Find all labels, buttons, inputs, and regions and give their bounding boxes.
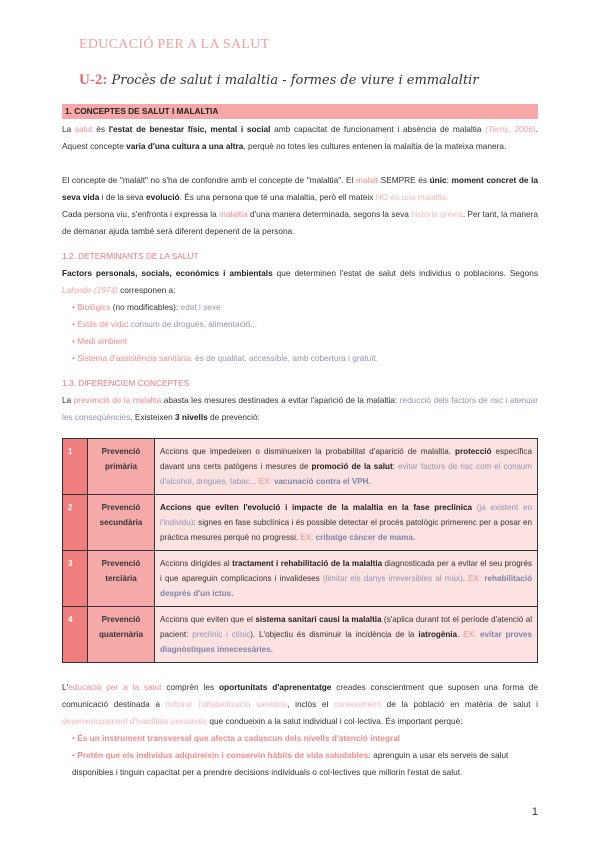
text-run: . [457, 630, 464, 639]
text-run: 1.2. DETERMINANTS DE LA SALUT [62, 251, 199, 261]
text-run: de prevenció: [207, 412, 260, 422]
list-item [72, 730, 538, 747]
text-run: EX: [463, 630, 481, 639]
list-item [72, 747, 538, 781]
text-run: rehabilitació després d'un ictus. [160, 574, 533, 598]
text-run: malaltia [219, 209, 248, 219]
text-run: edat i sexe [180, 302, 221, 312]
text-run: aprenguin a usar els serveis de salut disponibles i tinguin capacitat per a prendre decisions individuals o col·lectives que millorin l'estat de salut. [72, 750, 509, 777]
paragraph-prevencio [62, 392, 538, 426]
text-run: és de qualitat, accessible, amb cobertura i gratuït. [192, 353, 379, 363]
heading-diferenciem [62, 375, 538, 392]
text-run: de la població en matèria de salut i [381, 699, 539, 709]
text-run: creades conscientment que suposen una forma de comunicació destinada a [62, 682, 538, 709]
text-run: Accions que eviten que el [160, 615, 256, 624]
text-run: reducció dels factors de risc i atenuar les conseqüències [62, 395, 538, 422]
document-title: EDUCACIÓ PER A LA SALUT [79, 37, 270, 52]
prevention-table [62, 438, 538, 663]
text-run: evitar proves diagnòstiques innecessàries. [160, 630, 533, 654]
level-number: 3 [63, 551, 88, 607]
table-row [63, 607, 538, 663]
text-run: Cada persona viu, s'enfronta i expressa la [62, 209, 220, 219]
text-run: . Aquest concepte [62, 124, 538, 151]
text-run: El concepte de "malalt" no s'ha de confondre amb el concepte de "malaltia". El [62, 175, 356, 185]
paragraph-factors [62, 265, 538, 299]
level-description [155, 607, 538, 663]
text-run: història prèvia [411, 209, 463, 219]
level-description [155, 439, 538, 495]
text-run: únic [429, 175, 447, 185]
level-description [155, 495, 538, 551]
text-run: . És una persona que té una malaltia, però ell mateix [179, 192, 376, 202]
text-run: sistema sanitari causi la malaltia [255, 615, 382, 624]
level-label: Prevenció terciària [88, 551, 155, 607]
text-run: i de la seva [99, 192, 146, 202]
text-run: : [126, 319, 131, 329]
text-run: : [392, 462, 398, 471]
list-item [72, 333, 538, 350]
text-run: abasta les mesures destinades a evitar l'aparició de la malaltia: [161, 395, 400, 405]
text-run: : [446, 175, 452, 185]
text-run: iatrogènia [418, 630, 458, 639]
section-conceptes [62, 375, 538, 426]
text-run: desenvolupament d'habilitats personals [62, 716, 208, 726]
page-number: 1 [531, 806, 538, 818]
text-run: Lalonde (1974) [62, 285, 118, 295]
level-description [155, 551, 538, 607]
text-run: millorar l'alfabetització sanitària [165, 699, 288, 709]
unit-heading [79, 70, 538, 91]
text-run: Accions que eviten l'evolució i impacte de la malaltia en la fase preclínica [160, 503, 473, 512]
text-run: Accions dirigides al [160, 559, 233, 568]
text-run: consum de drogues, alimentació... [130, 319, 258, 329]
section-heading-conceptes: 1. CONCEPTES DE SALUT I MALALTIA [62, 104, 538, 119]
text-run: Medi ambient [77, 336, 128, 346]
text-run: , perquè no totes les cultures entenen la malaltia de la mateixa manera. [243, 141, 507, 151]
table-row [63, 495, 538, 551]
text-run: Biològics [77, 302, 111, 312]
table-row [63, 551, 538, 607]
text-run: diagnosticada per a evitar el seu progrés i que apareguin complicacions i invalideses [160, 559, 532, 583]
text-run: 1.3. DIFERENCIEM CONCEPTES [62, 378, 190, 388]
text-run: . Existeixen [130, 412, 175, 422]
level-number: 1 [63, 439, 88, 495]
text-run: preclínic i clínic [192, 630, 251, 639]
text-run: salut [74, 124, 93, 134]
text-run: 3 nivells [175, 412, 208, 422]
text-run: és [92, 124, 109, 134]
text-run: L' [62, 682, 69, 692]
text-run: prevenció de la malaltia [73, 395, 162, 405]
text-run: (s'aplica durant tot el període d'atenció al pacient: [160, 615, 532, 639]
table-row [63, 439, 538, 495]
paragraph-educacio [62, 679, 538, 730]
text-run: tractament i rehabilitació de la malaltia [232, 559, 383, 568]
text-run: cribatge càncer de mama. [315, 533, 416, 542]
section-body-1 [62, 121, 538, 240]
text-run: És un instrument transversal que afecta a cadascun dels nivells d'atenció integral [77, 733, 401, 743]
text-run: Estils de vida [77, 319, 127, 329]
text-run: malalt [355, 175, 379, 185]
text-run: Accions que impedeixen o disminueixen la probabilitat d'aparició de malaltia. [160, 447, 456, 456]
paragraph-salut [62, 121, 538, 155]
level-number: 2 [63, 495, 88, 551]
list-item [72, 316, 538, 333]
text-run: coneixement [334, 699, 382, 709]
text-run: EX: [468, 574, 485, 583]
heading-determinants [62, 248, 538, 265]
text-run: : signes en fase subclínica i és possible detectar el procés patològic primerenc per a posar en pràctica mesures perquè no progressi. [160, 518, 532, 542]
list-item [72, 299, 538, 316]
spacer [62, 155, 538, 172]
unit-name: Procès de salut i malaltia - formes de viure i emmalaltir [111, 73, 479, 88]
text-run: EX: [300, 533, 316, 542]
text-run: que determinen l'estat de salut dels individus o poblacions. Segons [272, 268, 538, 278]
determinants-list [62, 299, 538, 367]
text-run: moment concret de la seva vida [62, 175, 538, 202]
paragraph-persona [62, 206, 538, 240]
text-run: protecció [455, 447, 492, 456]
text-run: l'estat de benestar físic, mental i social [108, 124, 271, 134]
section-determinants [62, 248, 538, 367]
text-run: NO és una malaltia. [375, 192, 449, 202]
text-run: corresponen a: [117, 285, 176, 295]
text-run: (limitar els danys irreversibles al màx) [322, 574, 463, 583]
text-run: . Per tant, la manera de demanar ajuda també serà diferent depenent de la persona. [62, 209, 538, 236]
text-run: , inclòs el [287, 699, 334, 709]
text-run: promoció de la salut [311, 462, 393, 471]
level-number: 4 [63, 607, 88, 663]
text-run: Pretén que els individus adquireixin i conservin hàbits de vida saludables: [77, 750, 371, 760]
text-run: oportunitats d'aprenentatge [218, 682, 332, 692]
text-run: específica davant uns certs patògens i mesures de [160, 447, 532, 471]
text-run: evolució [145, 192, 180, 202]
text-run: (no modificables): [110, 302, 181, 312]
text-run: . [462, 574, 469, 583]
text-run: Factors personals, socials, econòmics i ambientals [62, 268, 273, 278]
text-run: ). L'objectiu és disminuir la incidència de la [250, 630, 419, 639]
text-run: educació per a la salut [68, 682, 162, 692]
level-label: Prevenció secundària [88, 495, 155, 551]
text-run: d'una manera determinada, segons la seva [247, 209, 412, 219]
text-run: comprèn les [161, 682, 219, 692]
text-run: La [62, 124, 75, 134]
importance-list [62, 730, 538, 781]
level-label: Prevenció quaternària [88, 607, 155, 663]
text-run: que condueixin a la salut individual i col·lectiva. És important perquè: [207, 716, 463, 726]
section-educacio [62, 679, 538, 781]
text-run: (Terris, 2006) [485, 124, 536, 134]
text-run: (ja existent en l'individu) [160, 503, 532, 527]
text-run: amb capacitat de funcionament i absència de malaltia [270, 124, 486, 134]
text-run: Sistema d'assistència sanitària: [77, 353, 193, 363]
text-run: vacunació contra el VPH. [274, 477, 371, 486]
text-run: SEMPRE és [378, 175, 430, 185]
text-run: varia d'una cultura a una altra [126, 141, 244, 151]
list-item [72, 350, 538, 367]
paragraph-malalt [62, 172, 538, 206]
text-run: La [62, 395, 74, 405]
level-label: Prevenció primària [88, 439, 155, 495]
unit-code: U-2: [79, 72, 108, 88]
text-run: EX: [258, 477, 275, 486]
text-run: evitar factors de risc com el consum d'alcohol, drogues, tabac... [160, 462, 533, 486]
